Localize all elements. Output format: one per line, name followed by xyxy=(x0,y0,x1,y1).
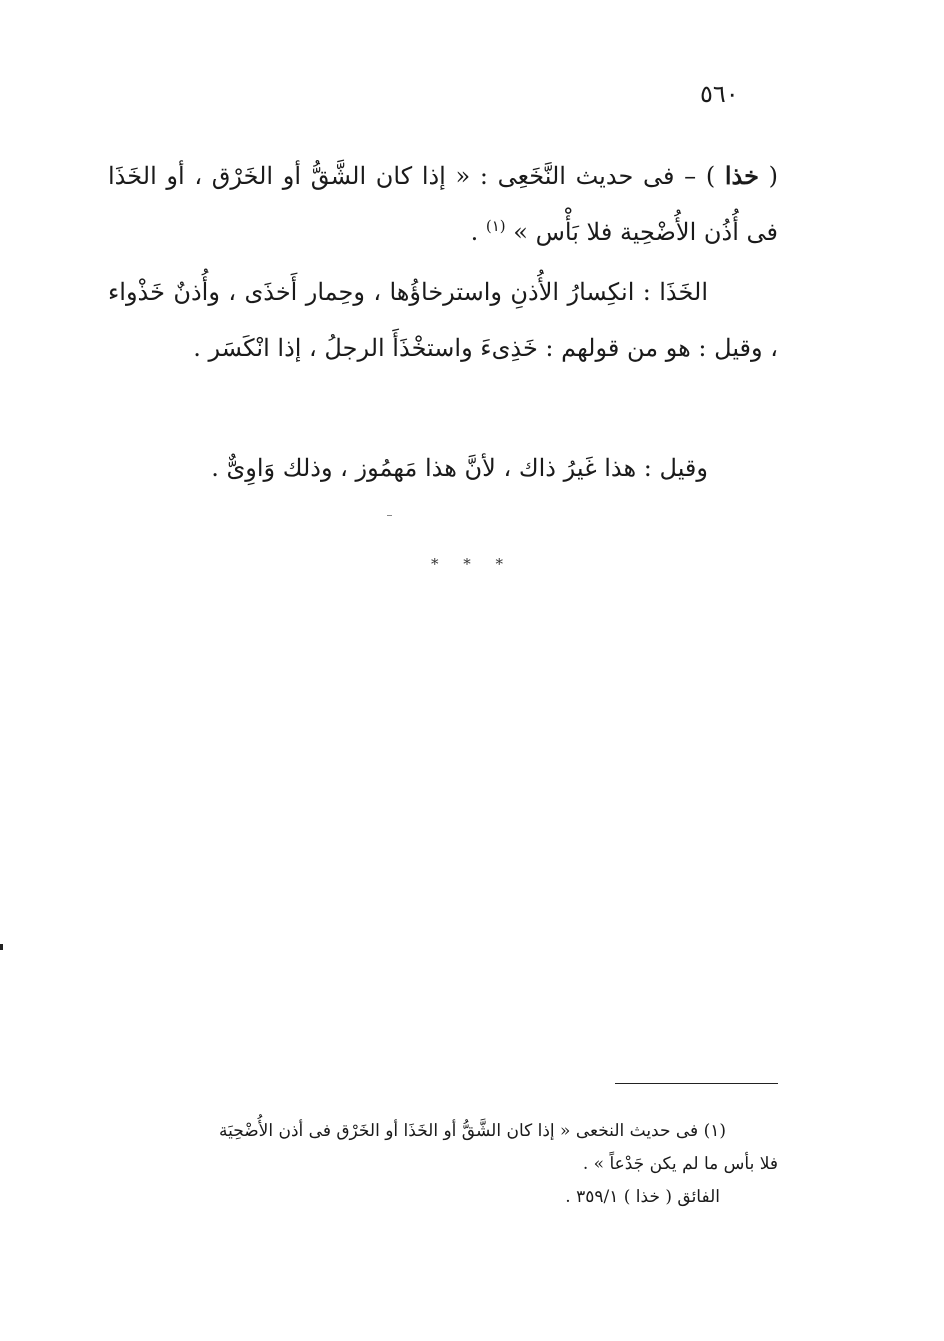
paragraph-entry xyxy=(108,148,778,260)
footnote-reference: (١) xyxy=(485,217,506,235)
entry-close-paren: ) xyxy=(705,162,725,190)
scan-speck xyxy=(0,944,3,950)
footnote-line-2: فلا بأس ما لم يكن جَدْعاً » . xyxy=(582,1154,778,1174)
entry-headword: خذا xyxy=(724,161,759,190)
page-number: ٥٦٠ xyxy=(700,80,739,108)
footnote-source: الفائق ( خذا ) ٣٥٩/١ . xyxy=(565,1187,720,1207)
entry-text: – فى حديث النَّخَعِى : « إذا كان الشَّقُّ أو الخَرْق ، أو الخَذَا فى أُذُن الأُضْحِية فلا بَأْس » xyxy=(108,162,778,246)
footnotes xyxy=(108,1115,778,1214)
section-separator: * * * xyxy=(430,555,514,573)
paragraph-definition: الخَذَا : انكِسارُ الأُذنِ واسترخاؤُها ، وحِمار أَخذَى ، وأُذنٌ خَذْواء ، وقيل : هو من قولهم : خَذِىءَ واستخْذَأَ الرجلُ ، إذا انْكَسَر . xyxy=(108,278,778,362)
scan-speck xyxy=(387,515,392,516)
entry-open-paren: ( xyxy=(758,162,779,190)
footnote-rule xyxy=(615,1083,778,1084)
footnote-line-1: (١) فى حديث النخعى « إذا كان الشَّقُّ أو الخَذَا أو الخَرْق فى أذن الأُضْحِيَة xyxy=(219,1121,726,1141)
entry-end: . xyxy=(470,218,486,246)
paragraph-alternative: وقيل : هذا غَيرُ ذاك ، لأنَّ هذا مَهمُوز ، وذلك وَاوِىٌّ . xyxy=(211,454,708,482)
